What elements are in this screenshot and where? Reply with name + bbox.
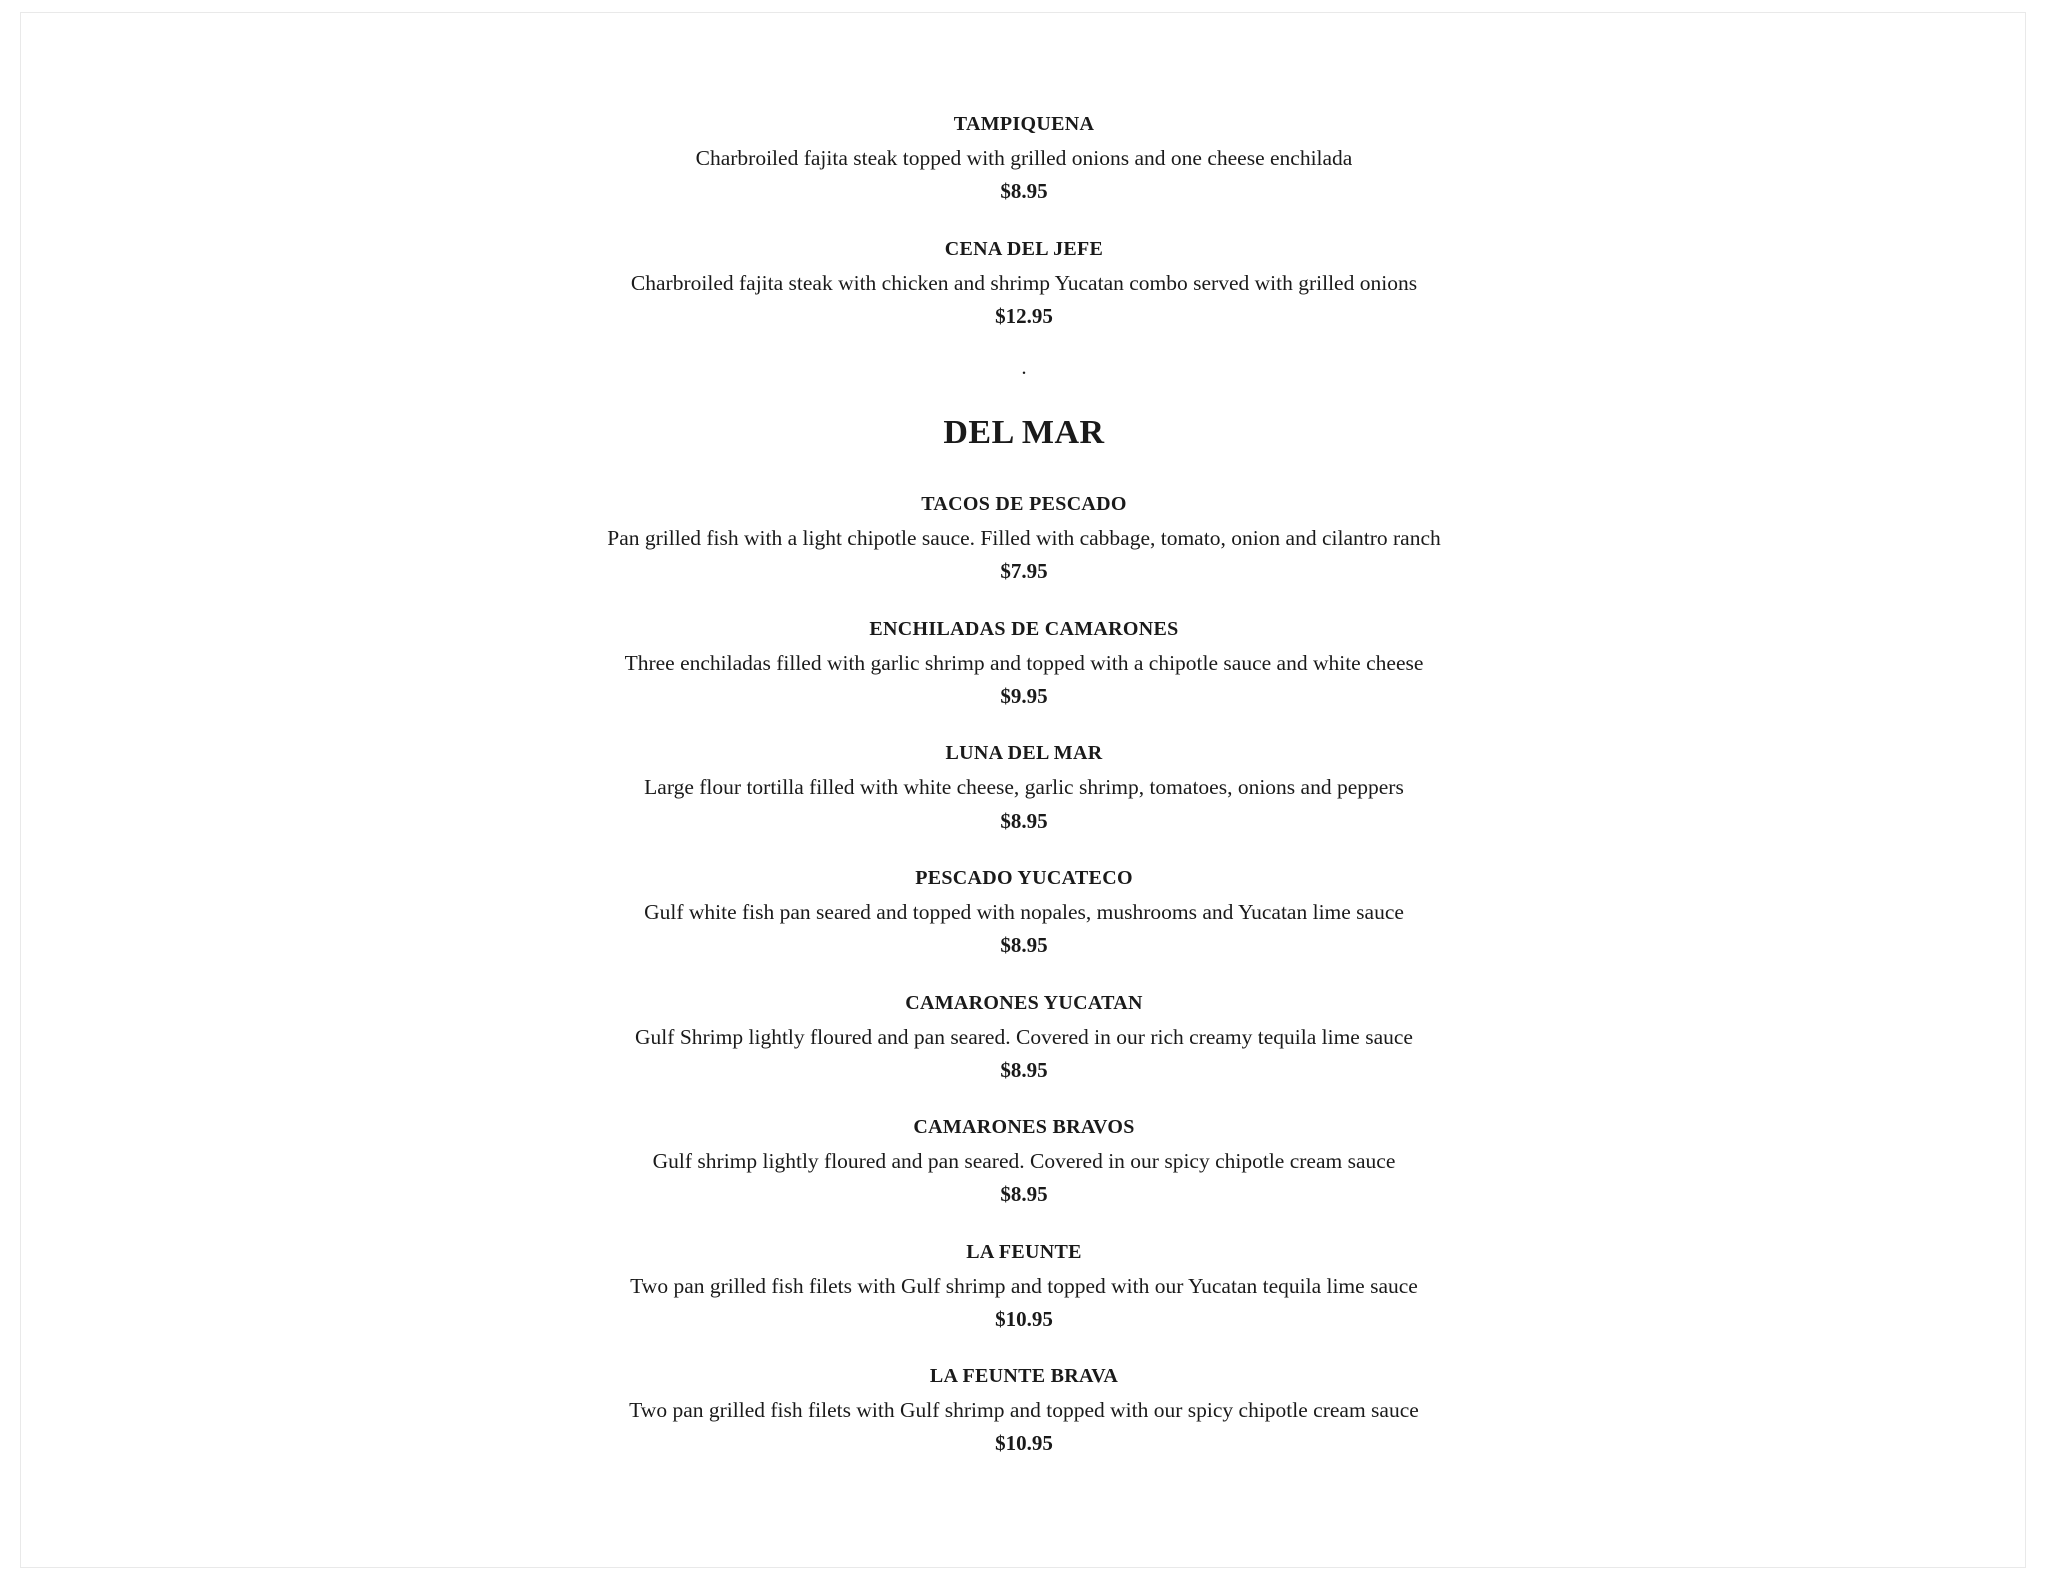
menu-item-description: Gulf shrimp lightly floured and pan seared. Covered in our spicy chipotle cream sauce: [652, 1149, 1396, 1174]
menu-item-price: $8.95: [1000, 808, 1048, 833]
menu-item-price: $8.95: [1000, 1057, 1048, 1082]
menu-item-name: CAMARONES BRAVOS: [913, 1116, 1135, 1139]
menu-item-description: Gulf white fish pan seared and topped with nopales, mushrooms and Yucatan lime sauce: [644, 900, 1404, 924]
menu-item: [199, 864, 1849, 961]
menu-item-name: TAMPIQUENA: [953, 113, 1095, 135]
menu-item: [199, 1238, 1849, 1335]
menu-item: [199, 490, 1849, 587]
menu-item-description: Charbroiled fajita steak with chicken and shrimp Yucatan combo served with grilled onions: [630, 270, 1418, 295]
menu-item: [199, 739, 1849, 836]
menu-item-price: $9.95: [1000, 684, 1048, 709]
menu-item-description: Three enchiladas filled with garlic shrimp and topped with a chipotle sauce and white cheese: [624, 650, 1424, 675]
separator-dot: .: [1021, 355, 1027, 380]
menu-item-name: CAMARONES YUCATAN: [905, 991, 1143, 1014]
menu-item-price: $10.95: [995, 1431, 1053, 1456]
menu-item-description: Large flour tortilla filled with white cheese, garlic shrimp, tomatoes, onions and peppers: [644, 775, 1404, 800]
menu-item-name: LUNA DEL MAR: [945, 742, 1103, 765]
menu-item-name: LA FEUNTE: [966, 1240, 1082, 1263]
menu-item: [199, 615, 1849, 712]
menu-item-price: $7.95: [1000, 559, 1048, 584]
menu-item-description: Pan grilled fish with a light chipotle sauce. Filled with cabbage, tomato, onion and cilantro ranch: [607, 526, 1441, 551]
menu-item-description: Two pan grilled fish filets with Gulf shrimp and topped with our spicy chipotle cream sauce: [629, 1398, 1419, 1423]
menu-item-description: Two pan grilled fish filets with Gulf shrimp and topped with our Yucatan tequila lime sauce: [630, 1273, 1418, 1298]
menu-item-name: PESCADO YUCATECO: [915, 867, 1133, 889]
menu-item: [199, 1362, 1849, 1459]
menu-item: [199, 1113, 1849, 1210]
menu-item: [199, 235, 1849, 332]
menu-item-name: LA FEUNTE BRAVA: [929, 1365, 1119, 1388]
menu-item-price: $8.95: [1000, 1182, 1048, 1207]
menu-item-price: $8.95: [1000, 179, 1048, 204]
menu-item-name: ENCHILADAS DE CAMARONES: [869, 617, 1179, 640]
menu-column: [199, 110, 1849, 1459]
menu-item-price: $10.95: [995, 1306, 1053, 1331]
menu-item-description: Charbroiled fajita steak topped with grilled onions and one cheese enchilada: [695, 146, 1353, 170]
menu-item-price: $12.95: [995, 303, 1053, 328]
menu-item-name: CENA DEL JEFE: [944, 237, 1104, 260]
menu-item-name: TACOS DE PESCADO: [921, 493, 1127, 516]
menu-item-price: $8.95: [1000, 933, 1048, 958]
section-title-del-mar: DEL MAR: [943, 414, 1105, 452]
menu-item: [199, 989, 1849, 1086]
menu-item: [199, 110, 1849, 207]
menu-item-description: Gulf Shrimp lightly floured and pan seared. Covered in our rich creamy tequila lime sauce: [635, 1024, 1413, 1049]
